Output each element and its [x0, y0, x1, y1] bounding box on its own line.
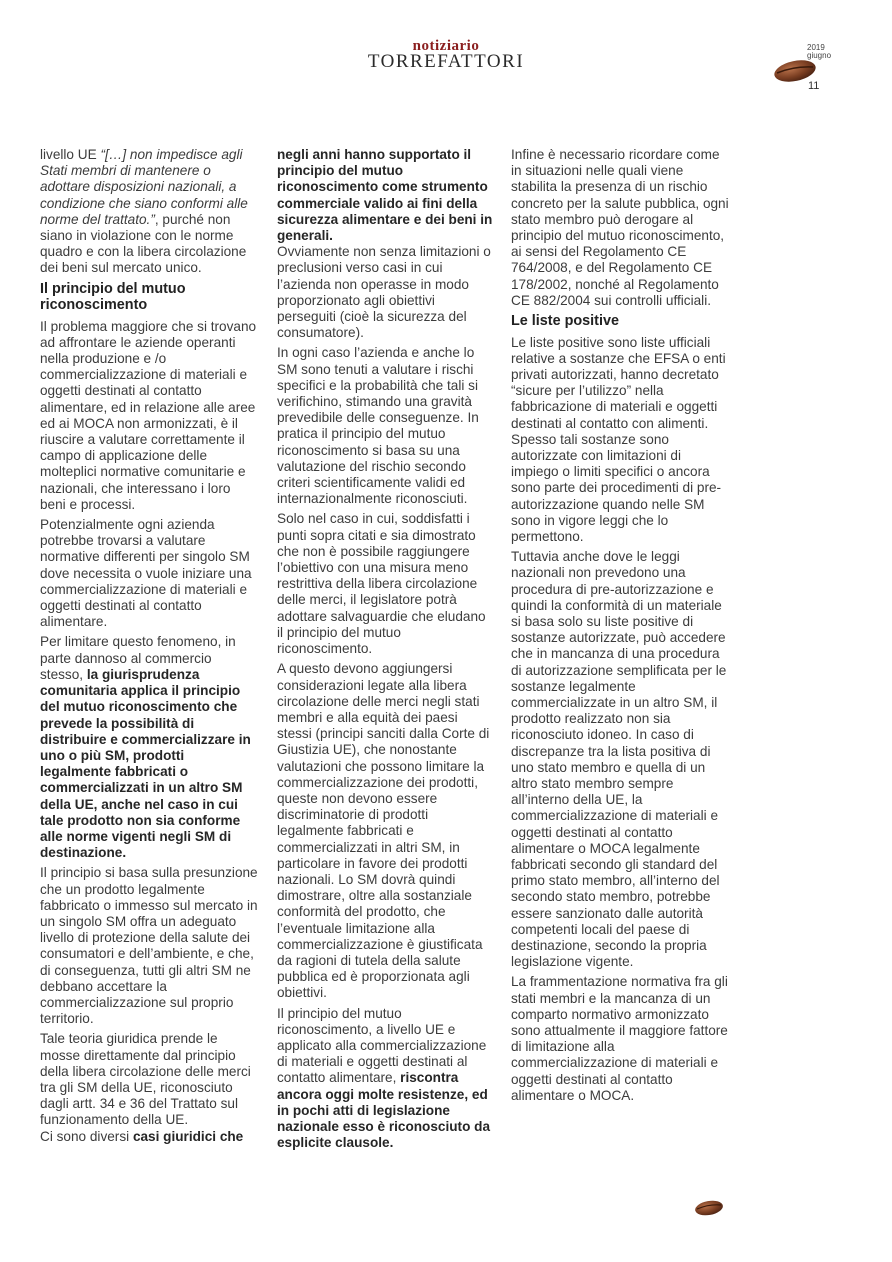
paragraph: In ogni caso l’azienda e anche lo SM sono tenuti a valutare i rischi specifici e la probabilità che tali si verifichino, stimando una gravità prevedibile delle conseguenze. In pratica il principio del mutuo riconoscimento si basa su una valutazione del rischio secondo criteri scientificamente validi ed internazionalmente riconosciuti.: [277, 345, 479, 507]
paragraph: Le liste positive sono liste ufficiali relative a sostanze che EFSA o enti privati autorizzati, hanno decretato “sicure per l’utilizzo” nella fabbricazione di materiali e oggetti destinati al contatto con alimenti. Spesso tali sostanze sono autorizzate con limitazioni di impiego o limiti specifici o ancora sono parte dei procedimenti di pre-autorizzazione quando nelle SM sono in vigore leggi che lo permettono.: [511, 334, 726, 544]
paragraph: [277, 1006, 495, 1152]
paragraph: Infine è necessario ricordare come in situazioni nelle quali viene stabilita la presenza di un rischio concreto per la salute pubblica, ogni stato membro può derogare al principio del mutuo riconoscimento, ai sensi del Regolamento CE 764/2008, e del Regolamento CE 178/2002, nonché al Regolamento CE 882/2004 sui controlli ufficiali.: [511, 147, 729, 308]
paragraph: [277, 147, 495, 341]
text: Il principio del mutuo riconoscimento, a livello UE e applicato alla commercializzazione di materiali e oggetti destinati al contatto alimentare,: [277, 1005, 487, 1086]
paragraph: [40, 634, 258, 861]
text: Ci sono diversi: [40, 1128, 133, 1144]
text: livello UE: [40, 147, 101, 162]
masthead: [0, 40, 892, 71]
paragraph: Tuttavia anche dove le leggi nazionali non prevedono una procedura di pre-autorizzazione e quindi la conformità di un materiale si basa solo su liste positive di sostanze autorizzate, può accedere che in mancanza di una procedura di autorizzazione semplificata per le sostanze legalmente commercializzate in un altro SM, il prodotto realizzato non sia riconosciuto idoneo. In caso di discrepanze tra la lista positiva di uno stato membro e quella di un altro stato membro sempre all’interno della UE, la commercializzazione di materiali e oggetti destinati al contatto alimentare o MOCA legalmente fabbricati secondo gli standard del primo stato membro, all’interno del secondo stato membro, potrebbe essere sanzionato dalle autorità competenti locali del paese di destinazione, secondo la propria legislazione vigente.: [511, 549, 727, 970]
text: Per limitare questo fenomeno, in parte dannoso al commercio stesso,: [40, 634, 236, 682]
paragraph: Tale teoria giuridica prende le mosse direttamente dal principio della libera circolazione delle merci tra gli SM della UE, riconosciuto dagli artt. 34 e 36 del Trattato sul funzionamento della UE.: [40, 1031, 251, 1128]
column-1: [40, 147, 258, 1149]
quote-italic: “[…] non impedisce agli Stati membri di mantenere o adottare disposizioni nazionali, a condizione che siano conformi alle norme del trattato.”: [40, 147, 248, 227]
masthead-notiziario: notiziario: [412, 38, 480, 54]
bold-text: negli anni hanno supportato il principio del mutuo riconoscimento come strumento commerciale valido ai fini della sicurezza alimentare e dei beni in generali.: [277, 147, 493, 244]
text: , purché non siano in violazione con le norme quadro e con la libera circolazione dei beni sul mercato unico.: [40, 211, 247, 276]
masthead-torrefattori: TORREFATTORI: [367, 51, 525, 72]
bold-text: la giurisprudenza comunitaria applica il principio del mutuo riconoscimento che prevede la possibilità di distribuire e commercializzare in uno o più SM, prodotti legalmente fabbricati o commercializzati in un altro SM della UE, anche nel caso in cui tale prodotto non sia conforme alle norme vigenti negli SM di destinazione.: [40, 666, 251, 861]
column-3: [511, 147, 729, 1108]
paragraph: Il problema maggiore che si trovano ad affrontare le aziende operanti nella produzione e /o commercializzazione di materiali e oggetti destinati al contatto alimentare, ed in relazione alle aree ed ai MOCA non armonizzati, è il riuscire a valutare correttamente il campo di applicazione delle molteplici normative comunitarie e nazionali, che interessano i loro beni e processi.: [40, 318, 257, 512]
section-heading-liste-positive: Le liste positive: [511, 313, 619, 330]
coffee-bean-end-icon: [694, 1198, 724, 1218]
issue-year: 2019: [807, 43, 825, 52]
paragraph: A questo devono aggiungersi considerazioni legate alla libera circolazione delle merci negli stati membri e alla equità dei paesi stessi (principi sanciti dalla Corte di Giustizia UE), che nonostante valutazioni che possono limitare la commercializzazione dei prodotti, queste non devono essere discriminatorie di prodotti legalmente fabbricati e commercializzati in altri SM, in particolare in favore dei prodotti nazionali. Lo SM dovrà quindi dimostrare, oltre alla sostanziale conformità del prodotto, che l’eventuale limitazione alla commercializzazione è giustificata da ragioni di tutela della salute pubblica ed è proporzionata agli obiettivi.: [277, 661, 490, 1001]
issue-date: [807, 44, 831, 60]
bold-text: riscontra ancora oggi molte resistenze, ed in pochi atti di legislazione nazionale esso è riconosciuto da esplicite clausole.: [277, 1070, 491, 1151]
paragraph: [40, 1129, 258, 1145]
paragraph: Potenzialmente ogni azienda potrebbe trovarsi a valutare normative differenti per singolo SM dove necessita o vuole iniziare una commercializzazione di materiali e oggetti destinati al contatto alimentare.: [40, 517, 252, 630]
column-2: [277, 147, 495, 1155]
section-heading-mutuo-riconoscimento: Il principio del mutuo riconoscimento: [40, 280, 186, 314]
paragraph: [40, 147, 258, 277]
text: Ovviamente non senza limitazioni o preclusioni verso casi in cui l’azienda non operasse in modo proporzionato agli obiettivi perseguiti (cioè la sicurezza del consumatore).: [277, 244, 491, 341]
paragraph: Solo nel caso in cui, soddisfatti i punti sopra citati e sia dimostrato che non è possibile raggiungere l’obiettivo con una misura meno restrittiva della libera circolazione delle merci, il legislatore potrà adottare salvaguardie che eludano il principio del mutuo riconoscimento.: [277, 511, 486, 657]
page-number: 11: [808, 80, 820, 92]
bold-text: casi giuridici che: [132, 1128, 244, 1144]
issue-month: giugno: [807, 51, 832, 60]
paragraph: La frammentazione normativa fra gli stati membri e la mancanza di un comparto normativo armonizzato sono attualmente il maggiore fattore di limitazione alla commercializzazione di materiali e oggetti destinati al contatto alimentare o MOCA.: [511, 974, 728, 1103]
paragraph: Il principio si basa sulla presunzione che un prodotto legalmente fabbricato o immesso sul mercato in un singolo SM offra un adeguato livello di protezione della salute dei consumatori e dell’ambiente, e che, di conseguenza, tutti gli altri SM ne debbano accettare la commercializzazione sul proprio territorio.: [40, 865, 258, 1027]
